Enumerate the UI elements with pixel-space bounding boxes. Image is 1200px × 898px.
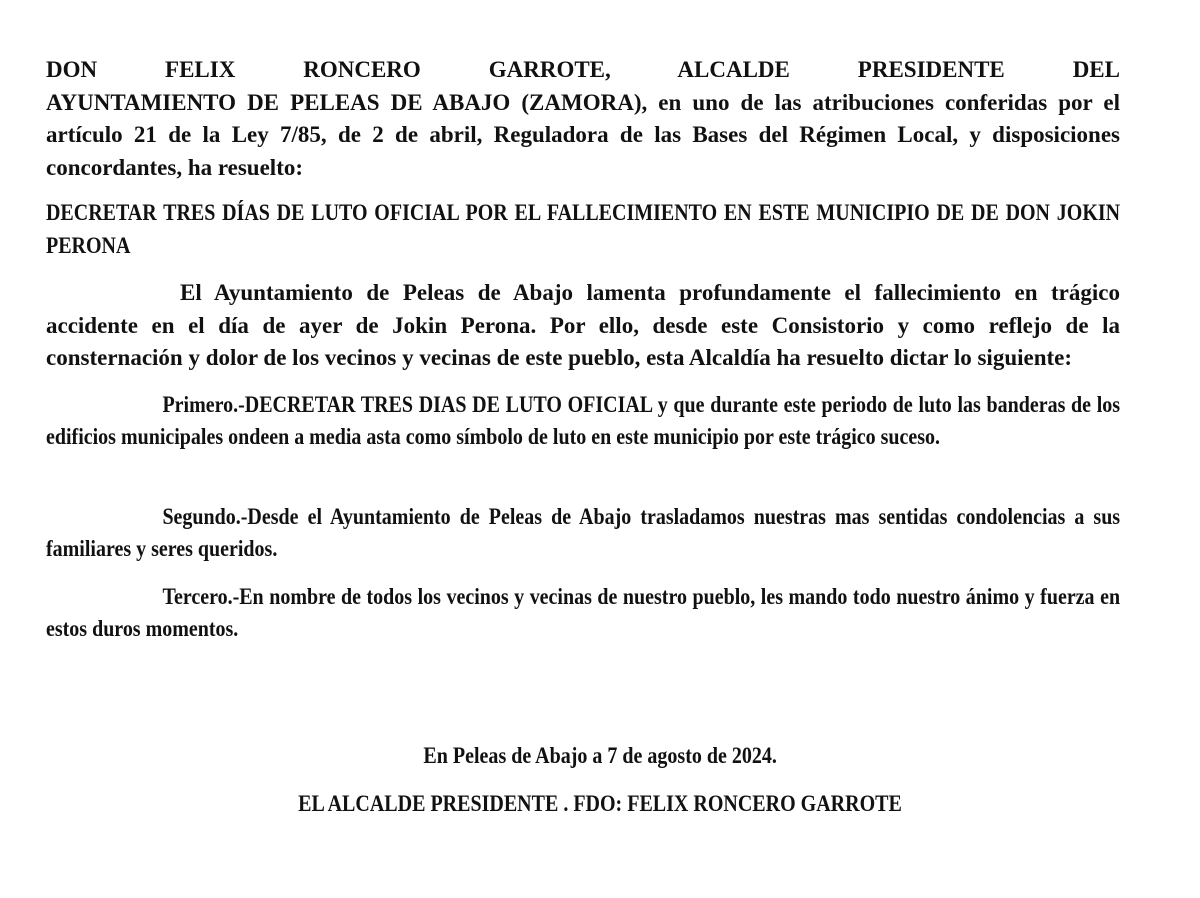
resolution-body: Desde el Ayuntamiento de Peleas de Abajo trasladamos nuestras mas sentidas condolencias a sus familiares y seres queridos. [46,503,1121,561]
intro-first-line: DON FELIX RONCERO GARROTE, ALCALDE PRESIDENTE DEL [46,57,1120,82]
resolution-body: En nombre de todos los vecinos y vecinas de nuestro pueblo, les mando todo nuestro ánimo y fuerza en estos duros momentos. [46,583,1121,641]
resolution-label: Tercero.- [162,583,240,609]
signature-text: EL ALCALDE PRESIDENTE . FDO: FELIX RONCERO GARROTE [298,791,902,816]
decree-heading-block [46,197,1120,263]
resolution-body: DECRETAR TRES DIAS DE LUTO OFICIAL y que durante este periodo de luto las banderas de los edificios municipales ondeen a media asta como símbolo de luto en este municipio por este trágico suceso. [46,391,1121,449]
resolution-second [46,501,1120,567]
date-line [0,743,1200,769]
signature-line [0,791,1200,817]
resolution-second-text [46,501,1120,566]
decree-heading: DECRETAR TRES DÍAS DE LUTO OFICIAL POR EL FALLECIMIENTO EN ESTE MUNICIPIO DE DE DON JOKIN PERONA [46,200,1121,258]
resolution-third-text [46,581,1120,646]
resolution-first-text [46,389,1120,454]
resolution-third [46,581,1120,647]
statement-paragraph: El Ayuntamiento de Peleas de Abajo lamenta profundamente el fallecimiento en trágico accidente en el día de ayer de Jokin Perona. Por ello, desde este Consistorio y como reflejo de la consternación y dolor de los vecinos y vecinas de este pueblo, esta Alcaldía ha resuelto dictar lo siguiente: [46,280,1120,370]
resolution-label: Segundo.- [162,503,248,529]
intro-paragraph: AYUNTAMIENTO DE PELEAS DE ABAJO (ZAMORA), en uno de las atribuciones conferidas por el artículo 21 de la Ley 7/85, de 2 de abril, Reguladora de las Bases del Régimen Local, y disposiciones concordantes, ha resuelto: [46,89,1120,180]
resolution-first [46,389,1120,487]
resolution-label: Primero.- [162,391,245,417]
decree-document [46,54,1120,647]
date-text: En Peleas de Abajo a 7 de agosto de 2024. [423,743,777,768]
